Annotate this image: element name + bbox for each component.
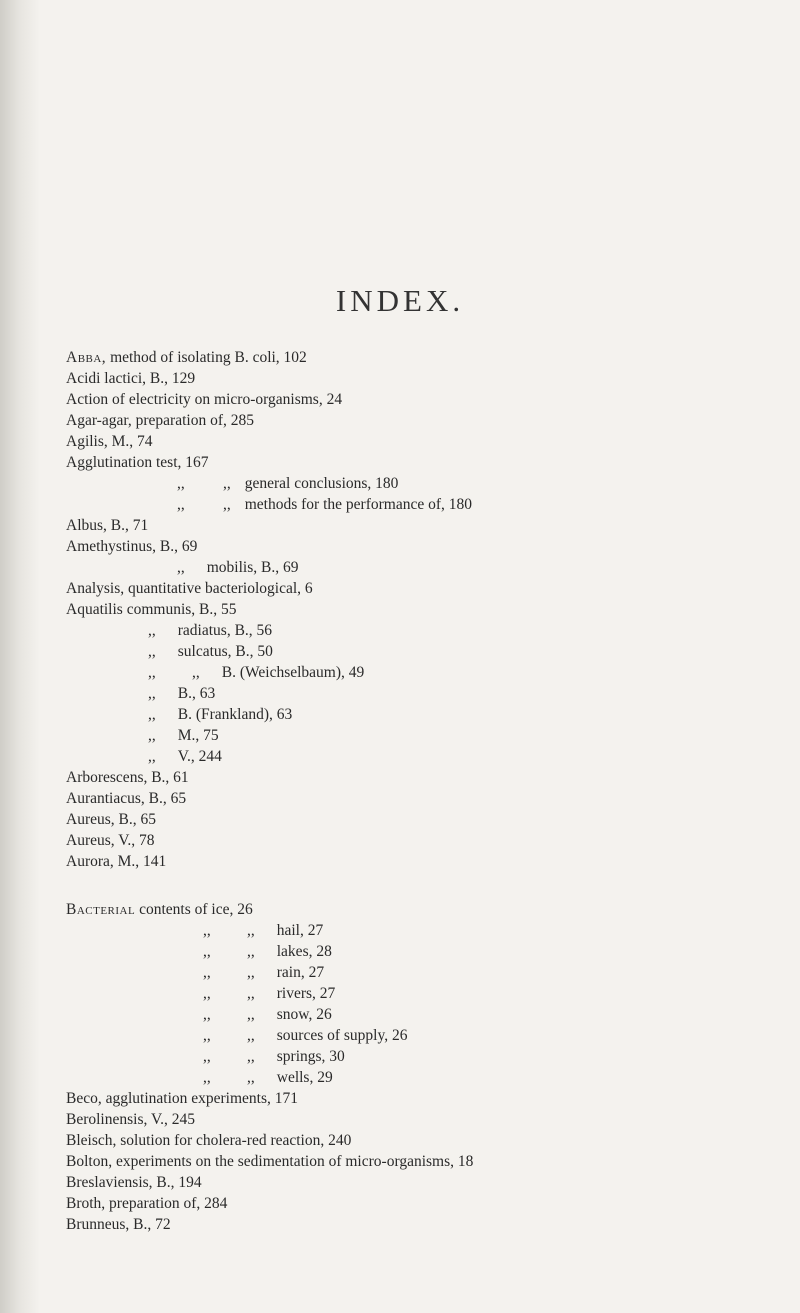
ditto-mark: ,,: [247, 943, 255, 960]
ditto-mark: ,,: [203, 1027, 211, 1044]
entry-text: wells, 29: [276, 1069, 333, 1086]
ditto-mark: ,,: [203, 1006, 211, 1023]
ditto-mark: ,,: [203, 985, 211, 1002]
index-subentry: [203, 942, 332, 962]
index-subentry: [148, 726, 219, 746]
index-entry: Arborescens, B., 61: [66, 769, 189, 786]
index-subentry: [203, 1026, 407, 1046]
entry-text: methods for the performance of, 180: [244, 496, 473, 513]
ditto-mark: ,,: [247, 964, 255, 981]
ditto-mark: ,,: [223, 475, 231, 492]
entry-head: Bacterial: [66, 901, 136, 918]
page-title: INDEX.: [335, 283, 465, 318]
index-entry: Aurantiacus, B., 65: [66, 790, 187, 807]
entry-text: V., 244: [177, 748, 222, 765]
ditto-mark: ,,: [247, 985, 255, 1002]
entry-text: general conclusions, 180: [244, 475, 399, 492]
index-subentry: [177, 495, 472, 515]
entry-text: method of isolating B. coli, 102: [106, 349, 307, 366]
ditto-mark: ,,: [177, 496, 185, 513]
ditto-mark: ,,: [203, 1048, 211, 1065]
index-subentry: [177, 558, 298, 578]
index-entry: Beco, agglutination experiments, 171: [66, 1090, 299, 1107]
index-entry: Berolinensis, V., 245: [66, 1111, 196, 1128]
index-entry: Bleisch, solution for cholera-red reaction, 240: [66, 1132, 352, 1149]
index-entry: Brunneus, B., 72: [66, 1216, 171, 1233]
entry-text: rivers, 27: [276, 985, 336, 1002]
ditto-mark: ,,: [203, 943, 211, 960]
index-subentry: [148, 621, 272, 641]
index-subentry: [148, 705, 292, 725]
index-entry: Aureus, V., 78: [66, 832, 155, 849]
entry-text: mobilis, B., 69: [206, 559, 299, 576]
ditto-mark: ,,: [247, 1006, 255, 1023]
index-entry: [66, 348, 307, 368]
ditto-mark: ,,: [247, 1048, 255, 1065]
entry-text: B. (Weichselbaum), 49: [221, 664, 365, 681]
ditto-mark: ,,: [203, 922, 211, 939]
ditto-mark: ,,: [148, 622, 156, 639]
index-subentry: [148, 642, 273, 662]
index-entry: Acidi lactici, B., 129: [66, 370, 196, 387]
ditto-mark: ,,: [247, 1027, 255, 1044]
ditto-mark: ,,: [192, 664, 200, 681]
ditto-mark: ,,: [247, 922, 255, 939]
index-entry: Aurora, M., 141: [66, 853, 167, 870]
index-subentry: [148, 747, 222, 767]
index-entry: Amethystinus, B., 69: [66, 538, 198, 555]
ditto-mark: ,,: [148, 727, 156, 744]
index-subentry: [203, 921, 323, 941]
index-entry: Bolton, experiments on the sedimentation of micro-organisms, 18: [66, 1153, 474, 1170]
index-entry: Breslaviensis, B., 194: [66, 1174, 202, 1191]
entry-text: contents of ice, 26: [135, 901, 253, 918]
index-subentry: [203, 1005, 332, 1025]
entry-text: B. (Frankland), 63: [177, 706, 293, 723]
index-entry: [66, 900, 253, 920]
entry-text: rain, 27: [276, 964, 325, 981]
index-entry: Action of electricity on micro-organisms, 24: [66, 391, 343, 408]
entry-text: sources of supply, 26: [276, 1027, 408, 1044]
entry-text: springs, 30: [276, 1048, 345, 1065]
ditto-mark: ,,: [148, 748, 156, 765]
index-subentry: [177, 474, 398, 494]
index-entry: Analysis, quantitative bacteriological, 6: [66, 580, 313, 597]
index-entry: Broth, preparation of, 284: [66, 1195, 228, 1212]
index-subentry: [203, 984, 335, 1004]
ditto-mark: ,,: [148, 664, 156, 681]
entry-text: lakes, 28: [276, 943, 332, 960]
index-entry: Aquatilis communis, B., 55: [66, 601, 237, 618]
entry-text: hail, 27: [276, 922, 324, 939]
entry-text: radiatus, B., 56: [177, 622, 273, 639]
ditto-mark: ,,: [223, 496, 231, 513]
index-entry: Agilis, M., 74: [66, 433, 153, 450]
index-entry: Albus, B., 71: [66, 517, 149, 534]
ditto-mark: ,,: [148, 643, 156, 660]
ditto-mark: ,,: [203, 1069, 211, 1086]
entry-text: sulcatus, B., 50: [177, 643, 273, 660]
index-subentry: [148, 684, 215, 704]
index-entry: Agar-agar, preparation of, 285: [66, 412, 254, 429]
index-subentry: [203, 1068, 333, 1088]
ditto-mark: ,,: [203, 964, 211, 981]
index-entry: Aureus, B., 65: [66, 811, 156, 828]
index-entry: Agglutination test, 167: [66, 454, 209, 471]
entry-text: M., 75: [177, 727, 219, 744]
index-subentry: [203, 963, 324, 983]
entry-text: snow, 26: [276, 1006, 332, 1023]
ditto-mark: ,,: [177, 475, 185, 492]
ditto-mark: ,,: [177, 559, 185, 576]
entry-text: B., 63: [177, 685, 216, 702]
index-subentry: [148, 663, 364, 683]
ditto-mark: ,,: [247, 1069, 255, 1086]
ditto-mark: ,,: [148, 685, 156, 702]
entry-head: Abba,: [66, 349, 107, 366]
index-subentry: [203, 1047, 345, 1067]
ditto-mark: ,,: [148, 706, 156, 723]
